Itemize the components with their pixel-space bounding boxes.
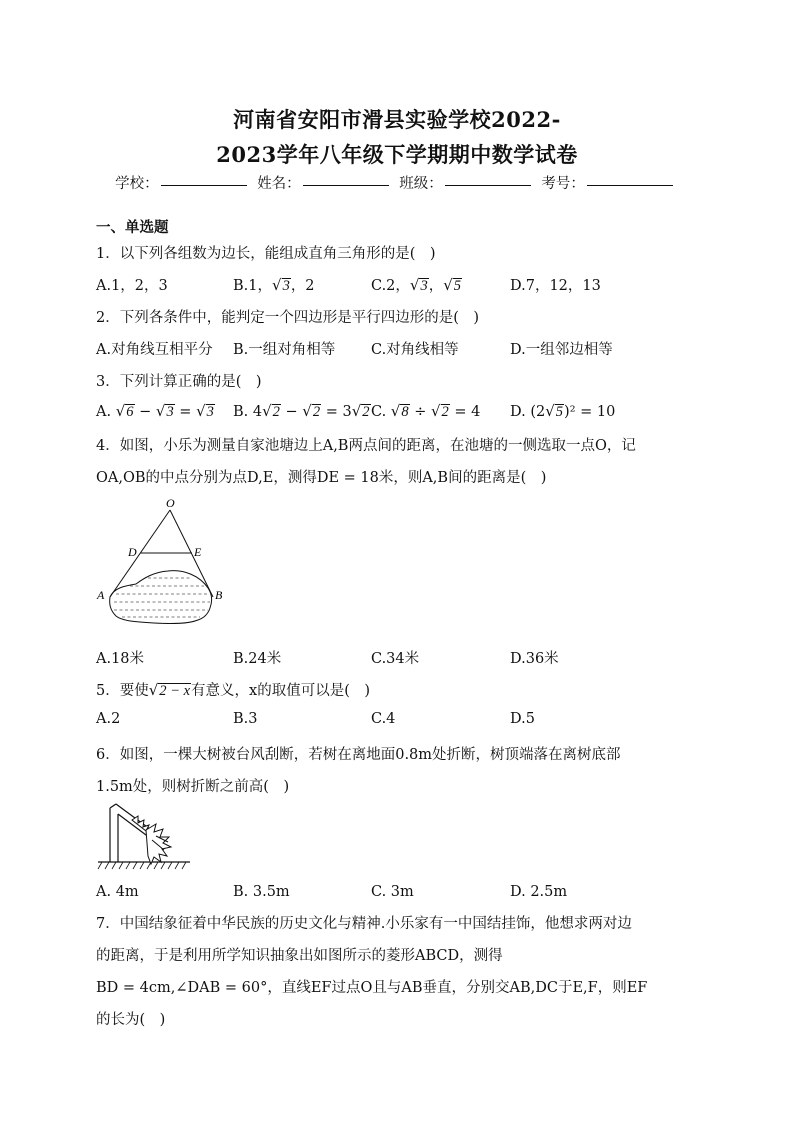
- q5-option-d: D.5: [510, 711, 535, 727]
- q2-option-d: D.一组邻边相等: [510, 342, 613, 358]
- q1-option-b: B.1，√ 3，2: [233, 274, 315, 295]
- q6-option-a: A. 4m: [96, 884, 139, 900]
- q4-option-c: C.34米: [371, 651, 420, 667]
- title-line-2: 2023学年八年级下学期期中数学试卷: [216, 142, 578, 167]
- student-info: [0, 172, 794, 193]
- q6-line-2: 1.5m处，则树折断之前高( ): [96, 779, 290, 795]
- number-label: 考号：: [541, 176, 585, 192]
- q3-stem: 3．下列计算正确的是( ): [96, 374, 262, 390]
- class-label: 班级：: [399, 176, 443, 192]
- q3-option-c: C. √ 8 ÷ √ 2 = 4: [371, 402, 480, 420]
- q6-line-1: 6．如图，一棵大树被台风刮断，若树在离地面0.8m处折断，树顶端落在离树底部: [96, 747, 621, 763]
- q3-option-d: D. (2√ 5)² = 10: [510, 402, 615, 420]
- number-blank: [587, 185, 673, 186]
- q7-line-3: BD = 4cm,∠DAB = 60°，直线EF过点O且与AB垂直，分别交AB,DC于E,F，则EF: [96, 980, 648, 996]
- q5-option-b: B.3: [233, 711, 258, 727]
- q7-line-4: 的长为( ): [96, 1012, 166, 1028]
- label-d: D: [128, 545, 137, 559]
- q1-option-c: C.2，√ 3，√ 5: [371, 274, 462, 295]
- q4-option-b: B.24米: [233, 651, 282, 667]
- q4-pond-figure: [92, 496, 232, 636]
- q4-line-2: OA,OB的中点分别为点D,E，测得DE = 18米，则A,B间的距离是( ): [96, 470, 547, 486]
- label-a: A: [97, 588, 105, 602]
- q4-option-a: A.18米: [96, 651, 145, 667]
- label-e: E: [194, 545, 202, 559]
- q1-option-a: A.1，2，3: [96, 278, 168, 294]
- q5-option-a: A.2: [96, 711, 121, 727]
- q4-option-d: D.36米: [510, 651, 559, 667]
- q7-line-1: 7．中国结象征着中华民族的历史文化与精神.小乐家有一中国结挂饰，他想求两对边: [96, 916, 632, 932]
- q2-option-a: A.对角线互相平分: [96, 342, 213, 358]
- label-b: B: [215, 588, 223, 602]
- q2-option-b: B.一组对角相等: [233, 342, 336, 358]
- q7-line-2: 的距离，于是利用所学知识抽象出如图所示的菱形ABCD，测得: [96, 948, 503, 964]
- q1-stem: 1．以下列各组数为边长，能组成直角三角形的是( ): [96, 246, 436, 262]
- section-heading: 一、单选题: [96, 219, 169, 236]
- q6-option-b: B. 3.5m: [233, 884, 290, 900]
- q1-option-d: D.7，12，13: [510, 278, 601, 294]
- q2-option-c: C.对角线相等: [371, 342, 459, 358]
- label-o: O: [166, 496, 175, 510]
- tree-trunk: [110, 804, 118, 862]
- q5-option-c: C.4: [371, 711, 396, 727]
- q4-line-1: 4．如图，小乐为测量自家池塘边上A,B两点间的距离，在池塘的一侧选取一点O，记: [96, 438, 636, 454]
- q5-stem: 5．要使√ 2 − x有意义，x的取值可以是( ): [96, 679, 370, 700]
- tree-crown: [132, 816, 171, 864]
- q3-option-a: A. √ 6 − √ 3 = √ 3: [96, 402, 215, 420]
- name-blank: [303, 185, 389, 186]
- class-blank: [445, 185, 531, 186]
- q2-stem: 2．下列各条件中，能判定一个四边形是平行四边形的是( ): [96, 310, 480, 326]
- q3-option-b: B. 4√ 2 − √ 2 = 3√ 2: [233, 402, 371, 420]
- title-line-1: 河南省安阳市滑县实验学校2022-: [233, 107, 561, 132]
- q6-option-c: C. 3m: [371, 884, 414, 900]
- q6-option-d: D. 2.5m: [510, 884, 568, 900]
- name-label: 姓名：: [257, 176, 301, 192]
- school-blank: [161, 185, 247, 186]
- school-label: 学校：: [115, 176, 159, 192]
- q6-broken-tree-figure: [96, 800, 192, 876]
- ground-hatching: [98, 862, 186, 869]
